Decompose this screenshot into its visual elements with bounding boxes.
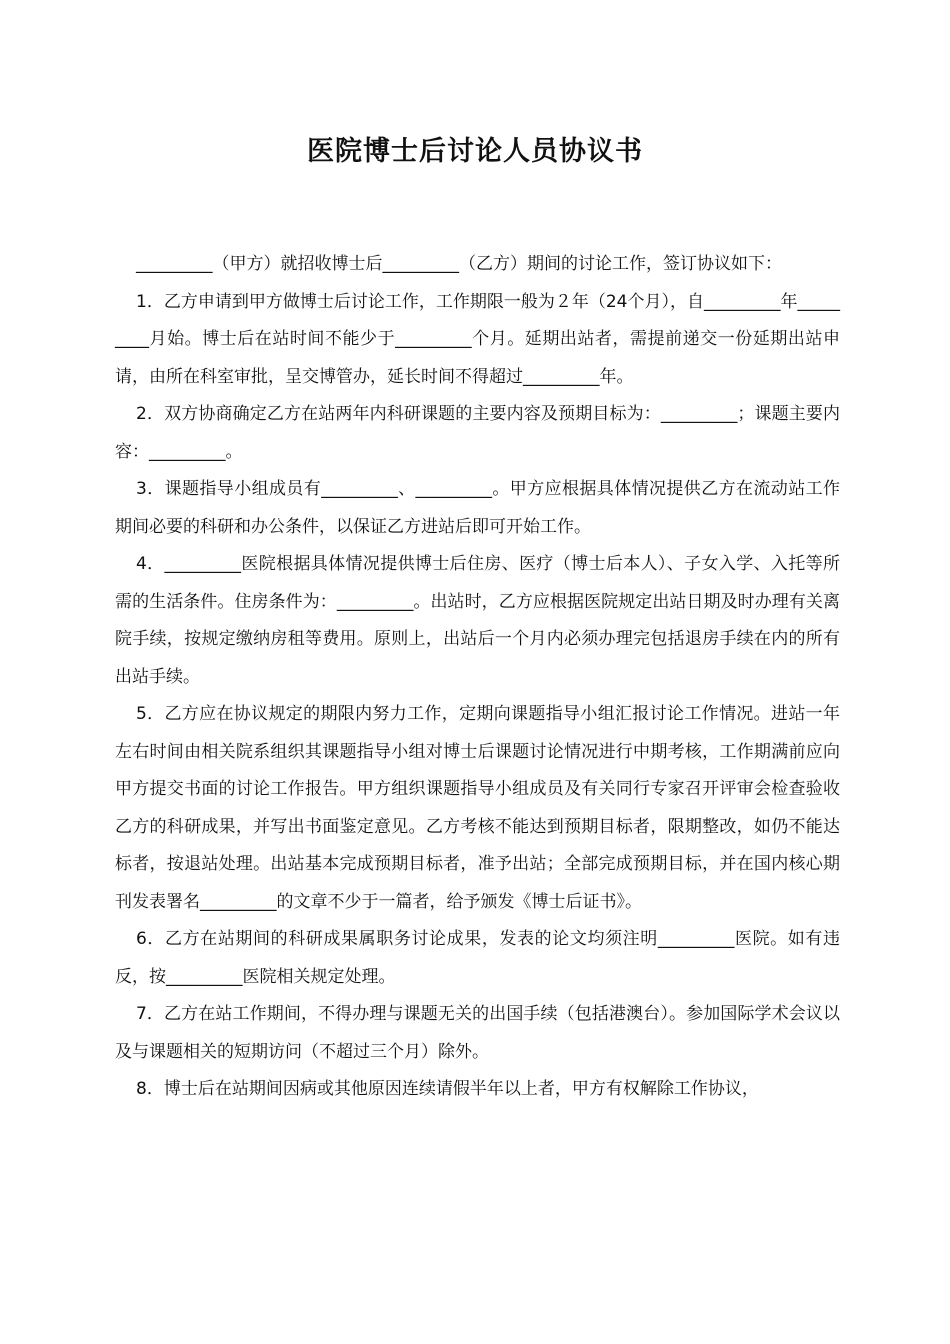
clause-4: 4．_________医院根据具体情况提供博士后住房、医疗（博士后本人）、子女入学、入托等所需的生活条件。住房条件为：_________。出站时，乙方应根据医院规定出站日期及时办理有关离院手续，按规定缴纳房租等费用。原则上，出站后一个月内必须办理完包括退房手续在内的所有出站手续。 [115,554,840,687]
clause-6: 6．乙方在站期间的科研成果属职务讨论成果，发表的论文均须注明_________医院。如有违反，按_________医院相关规定处理。 [115,929,840,987]
clause-8: 8．博士后在站期间因病或其他原因连续请假半年以上者，甲方有权解除工作协议， [136,1079,759,1099]
clause-2: 2．双方协商确定乙方在站两年内科研课题的主要内容及预期目标为：_________；课题主要内容：_________。 [115,404,840,462]
clause-5: 5．乙方应在协议规定的期限内努力工作，定期向课题指导小组汇报讨论工作情况。进站一年左右时间由相关院系组织其课题指导小组对博士后课题讨论情况进行中期考核，工作期满前应向甲方提交书面的讨论工作报告。甲方组织课题指导小组成员及有关同行专家召开评审会检查验收乙方的科研成果，并写出书面鉴定意见。乙方考核不能达到预期目标者，限期整改，如仍不能达标者，按退站处理。出站基本完成预期目标者，准予出站；全部完成预期目标，并在国内核心期刊发表署名_________的文章不少于一篇者，给予颁发《博士后证书》。 [115,704,840,912]
document-title: 医院博士后讨论人员协议书 [307,136,643,167]
intro-paragraph: _________（甲方）就招收博士后_________（乙方）期间的讨论工作，签订协议如下： [136,254,782,274]
clause-7: 7．乙方在站工作期间，不得办理与课题无关的出国手续（包括港澳台）。参加国际学术会议以及与课题相关的短期访问（不超过三个月）除外。 [115,1004,840,1062]
document-body [115,246,840,1109]
clause-1: 1．乙方申请到甲方做博士后讨论工作，工作期限一般为２年（24个月），自_________年_________月始。博士后在站时间不能少于_________个月。延期出站者，需提前递交一份延期出站申请，由所在科室审批，呈交博管办，延长时间不得超过_________年。 [115,291,840,387]
clause-3: 3．课题指导小组成员有_________、_________。甲方应根据具体情况提供乙方在流动站工作期间必要的科研和办公条件，以保证乙方进站后即可开始工作。 [115,479,840,537]
